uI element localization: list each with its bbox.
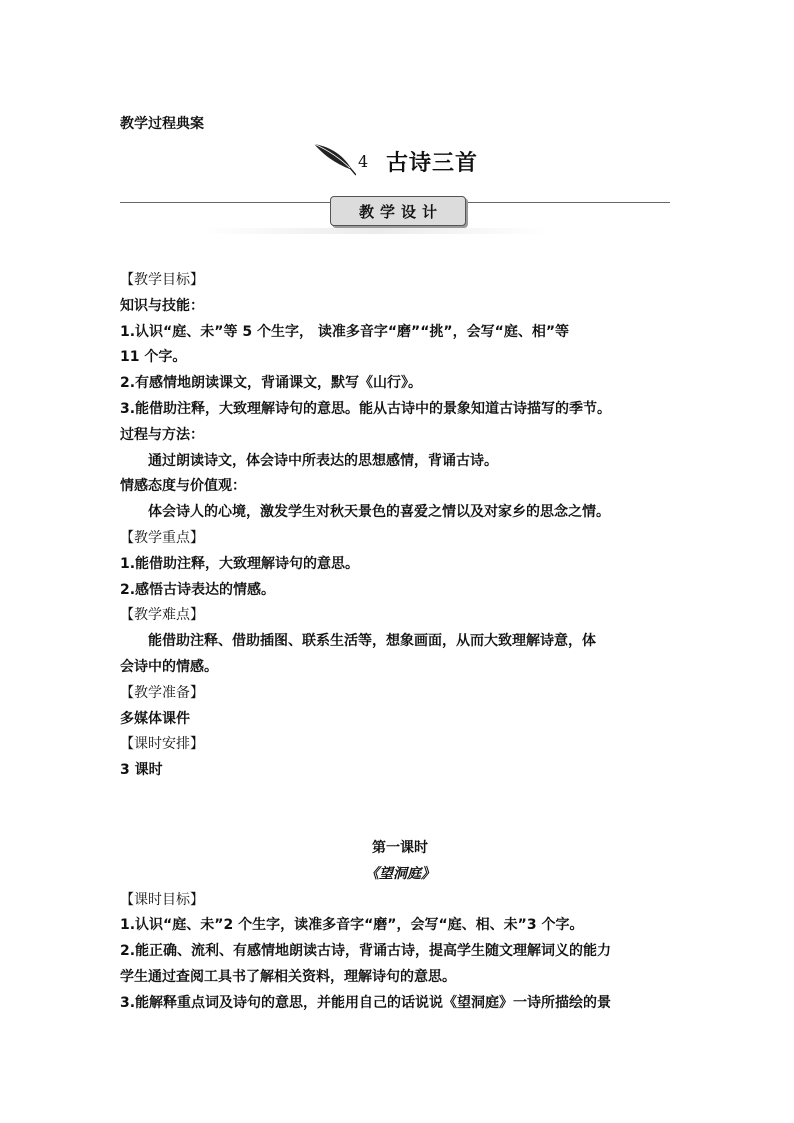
heading-teaching-goals: 【教学目标】 <box>120 272 204 288</box>
teaching-design-banner <box>330 196 466 226</box>
focus-item-2: 2.感悟古诗表达的情感。 <box>120 581 276 598</box>
heading-lesson-goals: 【课时目标】 <box>120 891 204 908</box>
lesson-goal-3: 3.能解释重点词及诗句的意思，并能用自己的话说说《望洞庭》一诗所描绘的景 <box>120 994 612 1011</box>
lesson-goal-2: 2.能正确、流利、有感情地朗读古诗，背诵古诗，提高学生随文理解词义的能力 <box>120 943 612 960</box>
attitude-text: 体会诗人的心境，激发学生对秋天景色的喜爱之情以及对家乡的思念之情。 <box>148 504 610 521</box>
class-hours-text: 3 课时 <box>120 762 163 779</box>
heading-teaching-difficulty: 【教学难点】 <box>120 607 204 624</box>
subheading-knowledge-skills: 知识与技能： <box>120 297 204 314</box>
difficulty-text: 能借助注释、借助插图、联系生活等，想象画面，从而大致理解诗意，体 <box>148 633 596 650</box>
lesson-heading: 第一课时 <box>372 839 428 856</box>
heading-teaching-prep: 【教学准备】 <box>120 684 204 701</box>
header-rule-shadow <box>200 228 550 234</box>
subheading-process-methods: 过程与方法： <box>120 426 204 443</box>
lesson-title-row <box>312 140 572 180</box>
feather-quill-icon <box>312 142 356 176</box>
document-body <box>120 268 680 1017</box>
lesson-number: 4 <box>358 152 369 171</box>
goal-item-2: 2.有感情地朗读课文，背诵课文，默写《山行》。 <box>120 375 423 392</box>
prep-text: 多媒体课件 <box>120 710 190 727</box>
difficulty-text-cont: 会诗中的情感。 <box>120 658 218 675</box>
poem-title: 《望洞庭》 <box>365 865 435 882</box>
goal-item-1-cont: 11 个字。 <box>120 349 187 366</box>
goal-item-3: 3.能借助注释，大致理解诗句的意思。能从古诗中的景象知道古诗描写的季节。 <box>120 400 612 417</box>
section-spacer <box>120 784 680 836</box>
process-text: 通过朗读诗文，体会诗中所表达的思想感情，背诵古诗。 <box>148 452 498 469</box>
banner-text: 教学设计 <box>358 202 443 221</box>
heading-teaching-focus: 【教学重点】 <box>120 529 204 546</box>
lesson-goal-1: 1.认识“庭、未”2 个生字，读准多音字“磨”，会写“庭、相、未”3 个字。 <box>120 917 584 934</box>
goal-item-1: 1.认识“庭、未”等 5 个生字， 读准多音字“磨”“挑”，会写“庭、相”等 <box>120 323 570 340</box>
lesson-goal-2-cont: 学生通过查阅工具书了解相关资料，理解诗句的意思。 <box>120 968 456 985</box>
heading-class-hours: 【课时安排】 <box>120 736 204 753</box>
section-label: 教学过程典案 <box>120 116 204 132</box>
focus-item-1: 1.能借助注释，大致理解诗句的意思。 <box>120 555 360 572</box>
lesson-title: 古诗三首 <box>386 151 479 176</box>
subheading-attitudes-values: 情感态度与价值观： <box>120 478 246 495</box>
